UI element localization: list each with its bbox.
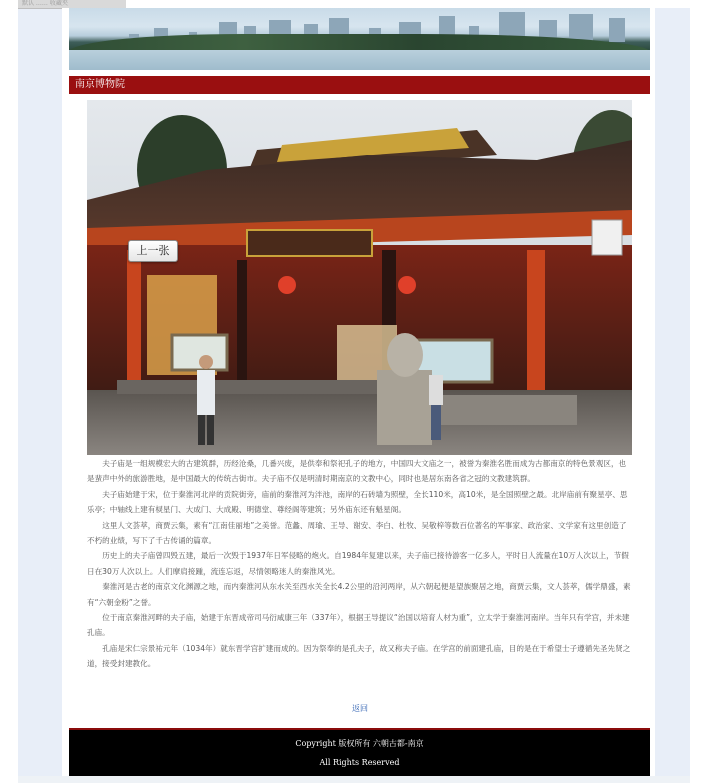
footer-copyright: Copyright 版权所有 六朝古都-南京 (295, 739, 424, 748)
article-paragraph: 秦淮河是古老的南京文化渊源之地，而内秦淮河从东水关至西水关全长4.2公里的沿河两岸，从六朝起便是望族聚居之地，商贾云集，文人荟萃，儒学鼎盛，素有“六朝金粉”之誉。 (87, 582, 631, 607)
article-body (87, 456, 632, 672)
article-paragraph: 夫子庙始建于宋，位于秦淮河北岸的贡院街旁，庙前的秦淮河为泮池，南岸的石砖墙为照壁，全长110米，高10米，是全国照壁之最。北岸庙前有聚星亭、思乐亭；中轴线上建有棂星门、大成门、大成殿、明德堂、尊经阁等建筑；另外庙东还有魁星阁。 (87, 489, 628, 515)
city-skyline-banner (69, 8, 650, 70)
previous-photo-button[interactable]: 上一张 (128, 240, 178, 262)
article-paragraph: 这里人文荟萃，商贾云集，素有“江南佳丽地”之美誉。范蠡、周瑜、王导、谢安、李白、杜牧、吴敬梓等数百位著名的军事家、政治家、文学家有这里创造了不朽的业绩，写下了千古传诵的篇章。 (87, 520, 627, 546)
temple-gate-illustration (87, 100, 632, 455)
section-title: 南京博物院 (75, 79, 125, 90)
back-link[interactable]: 返回 (352, 704, 368, 713)
footer-rights: All Rights Reserved (319, 758, 400, 767)
browser-corner-tab[interactable]: 默认 …… 收藏夹 (18, 0, 126, 9)
bottom-strip (18, 776, 690, 783)
section-header (69, 76, 650, 94)
gallery-photo (87, 100, 632, 455)
article-paragraph: 位于南京秦淮河畔的夫子庙，始建于东晋成帝司马衍咸康三年（337年），根据王导提议“治国以培育人材为重”，立太学于秦淮河南岸。当年只有学宫，并未建孔庙。 (87, 613, 630, 638)
article-paragraph: 孔庙是宋仁宗景祐元年（1034年）就东晋学宫扩建而成的。因为祭奉的是孔夫子，故又称夫子庙。在学宫的前面建孔庙，目的是在于希望士子遵循先圣先贤之道，接受封建教化。 (87, 643, 631, 669)
article-paragraph: 历史上的夫子庙曾四毁五建，最后一次毁于1937年日军侵略的炮火。自1984年复建以来，夫子庙已接待游客一亿多人，平时日人流量在10万人次以上，节假日在30万人次以上。人们摩肩接踵，流连忘返，尽情领略迷人的秦淮风光。 (87, 551, 629, 576)
article-paragraph: 夫子庙是一组规模宏大的古建筑群，历经沧桑，几番兴废，是供奉和祭祀孔子的地方，中国四大文庙之一，被誉为秦淮名胜而成为古都南京的特色景观区，也是蜚声中外的旅游胜地，是中国最大的传统古街市。夫子庙不仅是明清时期南京的文教中心，同时也是居东南各省之冠的文教建筑群。 (87, 459, 627, 484)
site-footer (69, 728, 650, 778)
